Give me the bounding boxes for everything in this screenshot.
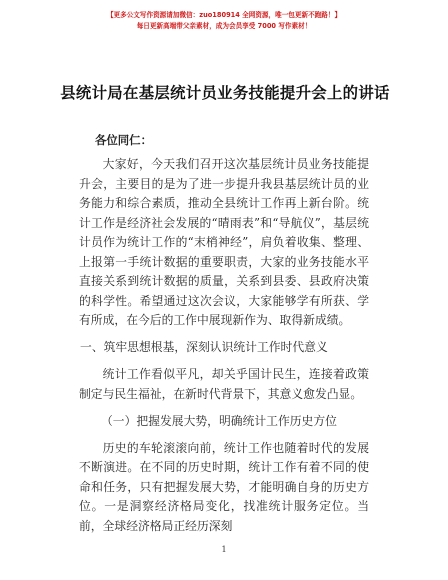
promo-banner-line-1: 【更多公文写作资源请加微信：zuo180914 全网资源，唯一包更新不跑路！】 <box>106 11 342 19</box>
section-1-paragraph: 统计工作看似平凡，却关乎国计民生，连接着政策制定与民生福祉，在新时代背景下，其意义愈发凸显。 <box>79 367 369 401</box>
subsection-1-paragraph: 历史的车轮滚滚向前，统计工作也随着时代的发展不断演进。在不同的历史时期，统计工作有着不同的使命和任务，只有把握发展大势，才能明确自身的历史方位。一是洞察经济格局变化，找准统计服务定位。当前，全球经济格局正经历深刻 <box>79 440 369 533</box>
document-title: 县统计局在基层统计员业务技能提升会上的讲话 <box>60 84 390 102</box>
page-number: 1 <box>221 545 227 554</box>
section-heading-1: 一、筑牢思想根基，深刻认识统计工作时代意义 <box>80 339 328 354</box>
promo-banner[interactable] <box>104 8 344 41</box>
promo-banner-line-2: 每日更新高端带父亲素材，成为会员享受 7000 写作素材！ <box>136 22 312 30</box>
greeting: 各位同仁： <box>95 133 152 147</box>
subsection-heading-1: （一）把握发展大势，明确统计工作历史方位 <box>101 414 337 428</box>
document-body <box>79 155 369 536</box>
intro-paragraph: 大家好，今天我们召开这次基层统计员业务技能提升会，主要目的是为了进一步提升我县基层统计员的业务能力和综合素质，推动全县统计工作再上新台阶。统计工作是经济社会发展的“晴雨表”和“导航仪”，基层统计员作为统计工作的“末梢神经”，肩负着收集、整理、上报第一手统计数据的重要职责，大家的业务技能水平直接关系到统计数据的质量，关系到县委、县政府决策的科学性。希望通过这次会议，大家能够学有所获、学有所成，在今后的工作中展现新作为、取得新成绩。 <box>79 157 369 327</box>
